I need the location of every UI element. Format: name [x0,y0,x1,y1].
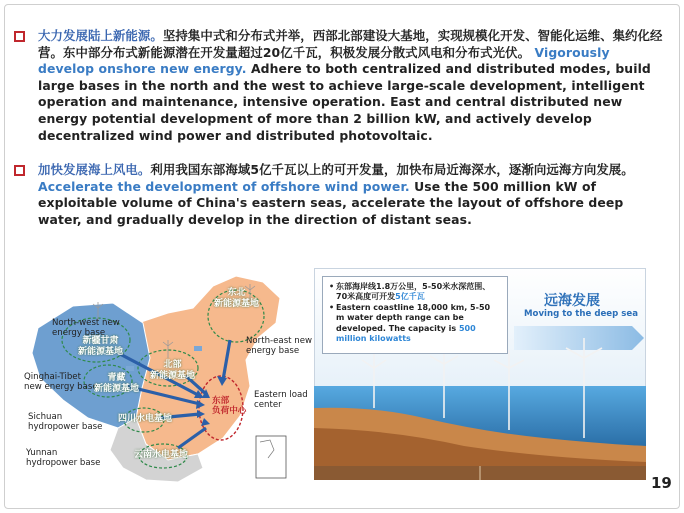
bullet-onshore-body-zh: 坚持集中式和分布式并举，西部北部建设大基地，实现规模化开发、智能化运维、集约化经营。东中部分布式新能源潜在开发量超过20亿千瓦，积极发展分散式风电和分布式光伏。 [38,28,663,60]
note-en-highlight: 500 million kilowatts [336,323,476,344]
page-number: 19 [651,474,672,492]
bullet-offshore-heading-en: Accelerate the development of offshore wind power. [38,178,410,194]
bullet-onshore [14,28,664,144]
bullet-onshore-heading-zh: 大力发展陆上新能源。 [38,28,163,43]
zone-sichuan: 四川水电基地 [118,414,173,424]
zone-qinghai: 青藏 新能源基地 [94,373,140,394]
china-energy-map [18,268,313,496]
label-east-center-en: Eastern load center [254,390,308,410]
zone-yunnan: 云南水电基地 [134,450,189,460]
bullet-square-icon [14,165,25,176]
bullet-offshore [14,162,664,228]
bullet-square-icon [14,31,25,42]
note-zh-highlight: 5亿千瓦 [395,292,425,302]
offshore-wind-panel [314,268,646,480]
zone-northwest: 新疆甘肃 新能源基地 [78,336,124,357]
moving-arrow [514,326,644,350]
note-en-pre: Eastern coastline 18,000 km, 5-50 m water depth range can be developed. The capacity is [336,302,491,333]
label-east-center-zh: 东部 负荷中心 [212,396,247,416]
bullet-onshore-heading-en: Vigorously develop onshore new energy. [38,44,610,77]
bullet-offshore-body-en: Use the 500 million kW of exploitable volume of China's eastern seas, accelerate the layout of offshore deep water, and gradually develop in the direction of distant seas. [38,178,624,227]
bullet-onshore-body-en: Adhere to both centralized and distributed modes, build large bases in the north and the west to achieve large-scale development, intelligent operation and maintenance, intensive operation. East and central distributed new energy potential development of more than 2 billion kW, and actively develop decentralized wind power and distributed photovoltaic. [38,61,651,143]
label-qinghai-en: Qinghai-Tibet new energy base [24,372,98,392]
label-sichuan-en: Sichuan hydropower base [28,412,103,432]
offshore-note-box [322,276,508,354]
note-zh-pre: 东部海岸线1.8万公里，5-50米水深范围、70米高度可开发 [336,282,491,302]
label-yunnan-en: Yunnan hydropower base [26,448,101,468]
label-northeast-en: North-east new energy base [246,336,313,356]
solar-panel-icon [126,366,134,371]
solar-panel-icon [194,346,202,351]
offshore-title-zh: 远海发展 [544,293,600,309]
offshore-note-en [329,303,501,345]
offshore-title-en: Moving to the deep sea [524,309,639,319]
label-northwest-en: North-west new energy base [52,318,120,338]
zone-north: 北部 新能源基地 [150,360,196,381]
zone-northeast: 东北 新能源基地 [214,288,260,309]
bullet-onshore-text [38,28,664,144]
bullet-offshore-text [38,162,664,228]
offshore-note-zh [329,282,501,303]
bullet-offshore-heading-zh: 加快发展海上风电。 [38,162,151,177]
bullet-offshore-body-zh: 利用我国东部海域5亿千瓦以上的可开发量，加快布局近海深水，逐渐向远海方向发展。 [150,162,634,177]
